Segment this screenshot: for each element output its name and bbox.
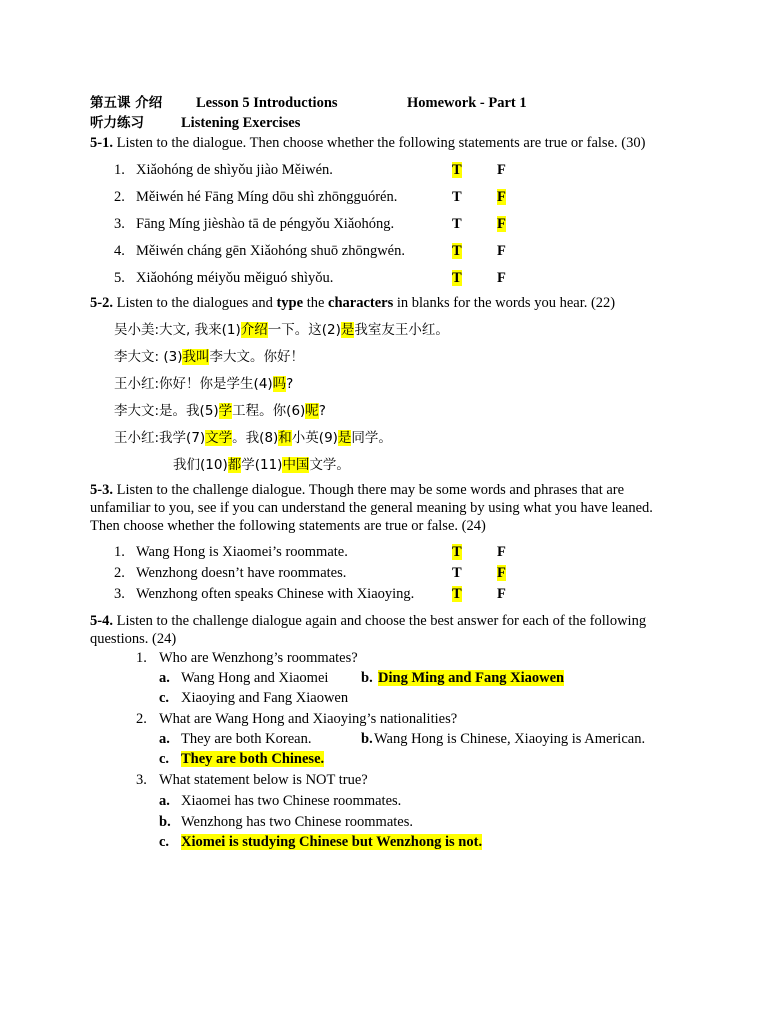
question-2-number: 2. (136, 711, 147, 727)
filled-blank-answer: 中国 (282, 457, 310, 473)
dialogue-line (114, 429, 392, 447)
q3-option-b: Wenzhong has two Chinese roommates. (181, 814, 413, 830)
item-number: 2. (114, 189, 125, 205)
statement-text: Wenzhong doesn’t have roommates. (136, 565, 347, 581)
dialogue-text: 我室友王小红。 (354, 322, 449, 338)
dialogue-text: 王小红:我学(7) (114, 430, 206, 446)
false-option: F (497, 544, 506, 560)
true-option: T (452, 216, 462, 232)
false-option: F (497, 189, 506, 205)
listening-title-en: Listening Exercises (181, 115, 301, 131)
question-1-number: 1. (136, 650, 147, 666)
q2-option-c-label: c. (159, 751, 170, 767)
statement-text: Měiwén hé Fāng Míng dōu shì zhōngguórén. (136, 189, 398, 205)
lesson-title-en: Lesson 5 Introductions (196, 95, 338, 111)
filled-blank-answer: 吗 (272, 376, 287, 392)
filled-blank-answer: 介绍 (240, 322, 268, 338)
question-2-text: What are Wang Hong and Xiaoying’s nationalities? (159, 711, 458, 727)
dialogue-line (114, 321, 449, 339)
item-number: 2. (114, 565, 125, 581)
true-option: T (452, 162, 462, 178)
q2-option-b-label: b. (361, 731, 373, 747)
dialogue-text: ? (318, 403, 326, 419)
section-5-4-instructions-line2: questions. (24) (90, 631, 177, 647)
question-3-number: 3. (136, 772, 147, 788)
filled-blank-answer: 是 (337, 430, 352, 446)
false-option: F (497, 270, 506, 286)
statement-text: Wang Hong is Xiaomei’s roommate. (136, 544, 348, 560)
true-option: T (452, 565, 462, 581)
dialogue-line (114, 375, 293, 393)
true-option: T (452, 544, 462, 560)
filled-blank-answer: 是 (340, 322, 355, 338)
q2-option-b: Wang Hong is Chinese, Xiaoying is American. (374, 731, 646, 747)
dialogue-line (114, 402, 326, 420)
filled-blank-answer: 和 (278, 430, 292, 446)
filled-blank-answer: 都 (227, 457, 242, 473)
dialogue-text: 小英(9) (291, 430, 338, 446)
dialogue-text: 一下。这(2) (267, 322, 341, 338)
item-number: 4. (114, 243, 125, 259)
dialogue-text: 李大文:是。我(5) (114, 403, 219, 419)
q2-option-c-answer: They are both Chinese. (181, 751, 325, 767)
statement-text: Xiǎohóng de shìyǒu jiào Měiwén. (136, 162, 333, 178)
false-option: F (497, 216, 506, 232)
q1-option-b-label: b. (361, 670, 373, 686)
dialogue-line (114, 348, 304, 366)
item-number: 5. (114, 270, 125, 286)
statement-text: Měiwén cháng gēn Xiǎohóng shuō zhōngwén. (136, 243, 405, 259)
q3-option-c-answer: Xiomei is studying Chinese but Wenzhong is not. (181, 834, 483, 850)
section-5-3-instructions-line2: unfamiliar to you, see if you can understand the general meaning by using what you have leaned. (90, 500, 653, 516)
section-5-4-instructions: 5-4. Listen to the challenge dialogue again and choose the best answer for each of the following (90, 613, 647, 629)
q1-option-c: Xiaoying and Fang Xiaowen (181, 690, 349, 706)
dialogue-text: ? (286, 376, 294, 392)
filled-blank-answer: 呢 (305, 403, 319, 419)
listening-title-cn: 听力练习 (90, 115, 144, 131)
false-option: F (497, 565, 506, 581)
item-number: 1. (114, 544, 125, 560)
true-option: T (452, 243, 462, 259)
q3-option-a-label: a. (159, 793, 170, 809)
dialogue-text: 同学。 (351, 430, 392, 446)
section-5-2-instructions: 5-2. Listen to the dialogues and type the characters in blanks for the words you hear. (22) (90, 295, 616, 311)
statement-text: Fāng Míng jièshào tā de péngyǒu Xiǎohóng. (136, 216, 395, 232)
dialogue-text: 王小红:你好！你是学生(4) (114, 376, 273, 392)
q1-option-a: Wang Hong and Xiaomei (181, 670, 329, 686)
dialogue-text: 学(11) (241, 457, 283, 473)
true-option: T (452, 270, 462, 286)
section-5-3-instructions: 5-3. Listen to the challenge dialogue. Though there may be some words and phrases that are (90, 482, 625, 498)
dialogue-text: 李大文: (3) (114, 349, 183, 365)
filled-blank-answer: 文学 (205, 430, 233, 446)
dialogue-text: 工程。你(6) (232, 403, 306, 419)
homework-title: Homework - Part 1 (407, 95, 527, 111)
dialogue-text: 。我(8) (232, 430, 279, 446)
true-option: T (452, 586, 462, 602)
statement-text: Xiǎohóng méiyǒu měiguó shìyǒu. (136, 270, 334, 286)
q1-option-a-label: a. (159, 670, 170, 686)
item-number: 3. (114, 216, 125, 232)
q3-option-c-label: c. (159, 834, 170, 850)
q2-option-a: They are both Korean. (181, 731, 312, 747)
filled-blank-answer: 我叫 (182, 349, 210, 365)
true-option: T (452, 189, 462, 205)
filled-blank-answer: 学 (218, 403, 233, 419)
false-option: F (497, 162, 506, 178)
section-5-1-instructions: 5-1. Listen to the dialogue. Then choose whether the following statements are true or false. (30) (90, 135, 646, 151)
q2-option-a-label: a. (159, 731, 170, 747)
question-1-text: Who are Wenzhong’s roommates? (159, 650, 358, 666)
dialogue-text: 我们(10) (173, 457, 228, 473)
q3-option-b-label: b. (159, 814, 171, 830)
false-option: F (497, 243, 506, 259)
statement-text: Wenzhong often speaks Chinese with Xiaoying. (136, 586, 415, 602)
dialogue-text: 李大文。你好！ (209, 349, 304, 365)
q1-option-b-answer: Ding Ming and Fang Xiaowen (378, 670, 565, 686)
false-option: F (497, 586, 506, 602)
item-number: 1. (114, 162, 125, 178)
question-3-text: What statement below is NOT true? (159, 772, 368, 788)
dialogue-text: 吴小美:大文, 我来(1) (114, 322, 241, 338)
dialogue-text: 文学。 (309, 457, 350, 473)
q3-option-a: Xiaomei has two Chinese roommates. (181, 793, 402, 809)
q1-option-c-label: c. (159, 690, 170, 706)
item-number: 3. (114, 586, 125, 602)
lesson-title-cn: 第五课 介绍 (90, 95, 163, 111)
section-5-3-instructions-line3: Then choose whether the following statements are true or false. (24) (90, 518, 486, 534)
dialogue-line (173, 456, 350, 474)
